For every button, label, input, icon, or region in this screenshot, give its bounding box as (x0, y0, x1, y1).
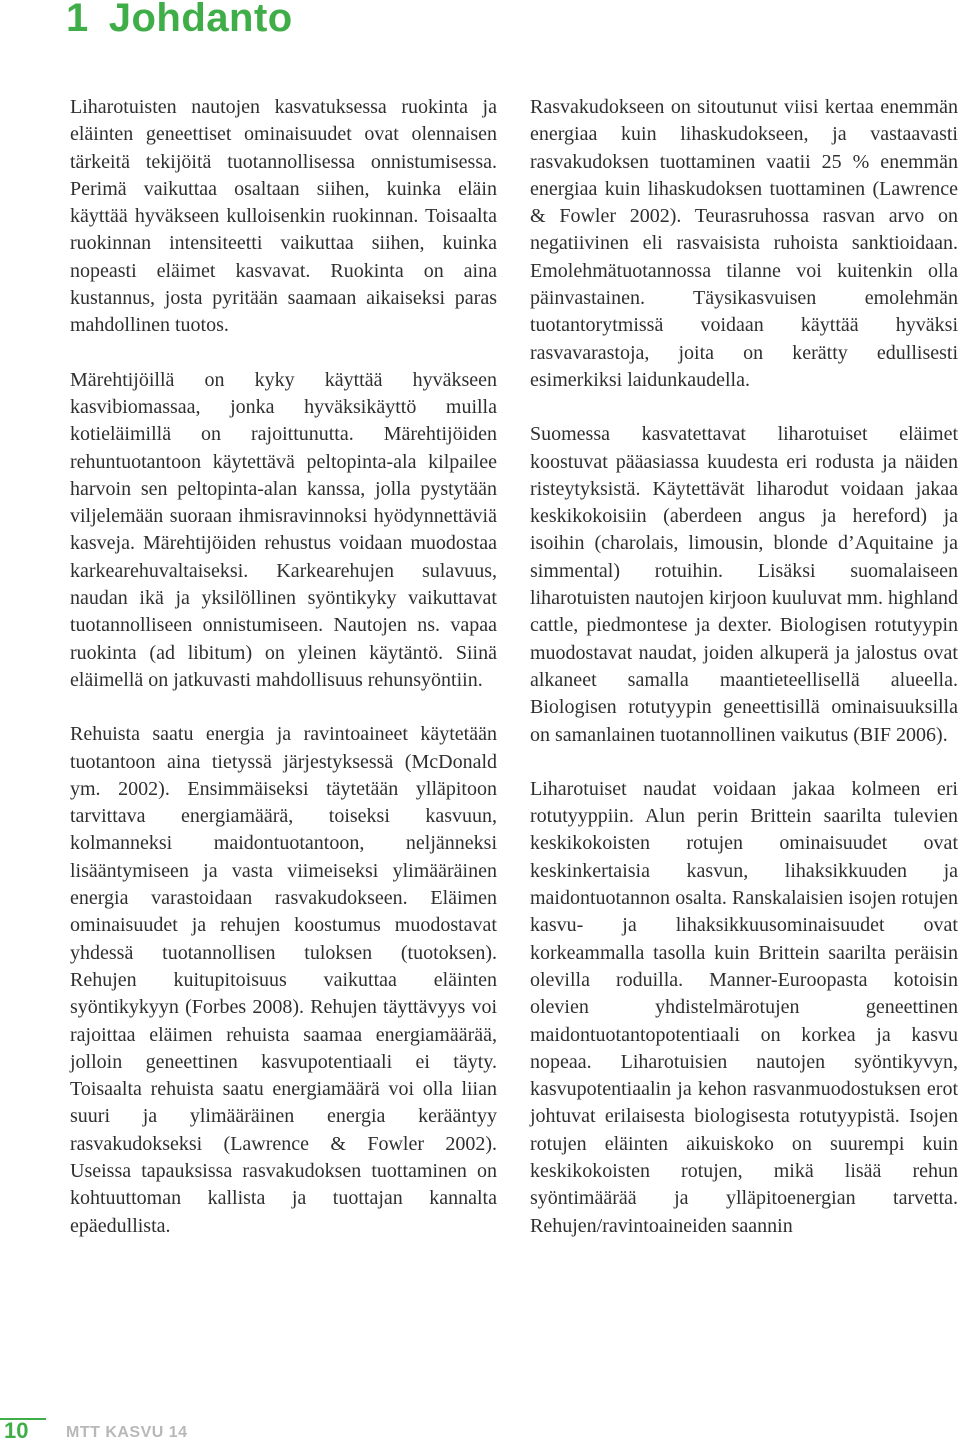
publication-name: MTT KASVU 14 (66, 1424, 188, 1441)
chapter-heading (66, 0, 293, 42)
paragraph: Liharotuisten nautojen kasvatuksessa ruokinta ja eläinten geneettiset ominaisuudet ovat olennaisen tärkeitä tekijöitä tuotannollisessa onnistumisessa. Perimä vaikuttaa osaltaan siihen, kuinka eläin käyttää hyväkseen kulloisenkin ruokinnan. Toisaalta ruokinnan intensiteetti vaikuttaa siihen, kuinka nopeasti eläimet kasvavat. Ruokinta on aina kustannus, josta pyritään saamaan aikaiseksi paras mahdollinen tuotos. (70, 96, 497, 337)
right-column (530, 94, 958, 1240)
paragraph: Rehuista saatu energia ja ravintoaineet käytetään tuotantoon aina tietyssä järjestyksessä (McDonald ym. 2002). Ensimmäiseksi täytetään ylläpitoon tarvittava energiamäärä, toiseksi kasvuun, kolmanneksi maidontuotantoon, neljänneksi lisääntymiseen ja vasta viimeiseksi ylimääräinen energia varastoidaan rasvakudokseen. Eläimen ominaisuudet ja rehujen koostumus muodostavat yhdessä tuotannollisen tuloksen (tuotoksen). Rehujen kuitupitoisuus vaikuttaa eläinten syöntikykyyn (Forbes 2008). Rehujen täyttävyys voi rajoittaa eläimen rehuista saamaa energiamäärää, jolloin geneettinen kasvupotentiaali ei täyty. Toisaalta rehuista saatu energiamäärä voi olla liian suuri ja ylimääräinen energia kerääntyy rasvakudokseksi (Lawrence & Fowler 2002). Useissa tapauksissa rasvakudoksen tuottaminen on kohtuuttoman kallista ja tuottajan kannalta epäedullista. (70, 723, 497, 1237)
paragraph: Liharotuiset naudat voidaan jakaa kolmeen eri rotutyyppiin. Alun perin Brittein saarilta tulevien keskikokoisten rotujen ominaisuudet ovat keskinkertaisia kasvun, lihaksikkuuden ja maidontuotannon osalta. Ranskalaisien isojen rotujen kasvu- ja lihaksikkuusominaisuudet ovat korkeammalla tasolla kuin Brittein saarilta peräisin olevilla roduilla. Manner-Euroopasta kotoisin olevien yhdistelmärotujen geneettinen maidontuotantopotentiaali on korkea ja kasvu nopeaa. Liharotuisien nautojen syöntikyvyn, kasvupotentiaalin ja kehon rasvanmuodostuksen erot johtuvat erilaisesta biologisesta rotutyypistä. Isojen rotujen eläinten aikuiskoko on suurempi kuin keskikokoisten rotujen, mikä lisää rehun syöntimäärää ja ylläpitoenergian tarvetta. Rehujen/ravintoaineiden saannin (530, 777, 958, 1237)
paragraph: Rasvakudokseen on sitoutunut viisi kertaa enemmän energiaa kuin lihaskudokseen, ja vastaavasti rasvakudoksen tuottaminen vaatii 25 % enemmän energiaa kuin lihaskudoksen tuottaminen (Lawrence & Fowler 2002). Teurasruhossa rasvan arvo on negatiivinen eli rasvaisista ruhoista sanktioidaan. Emolehmätuotannossa tilanne voi kuitenkin olla päinvastainen. Täysikasvuisen emolehmän tuotantorytmissä voidaan käyttää hyväksi rasvavarastoja, joita on kerätty edullisesti esimerkiksi laidunkaudella. (530, 96, 958, 391)
page-number: 10 (4, 1418, 29, 1443)
paragraph: Märehtijöillä on kyky käyttää hyväkseen kasvibiomassaa, jonka hyväksikäyttö muilla kotieläimillä on rajoittunutta. Märehtijöiden rehuntuotantoon käytettävä peltopinta-ala kilpailee harvoin sen peltopinta-alan kanssa, jolla pystytään viljelemään suoraan ihmisravinnoksi hyödynnettäviä kasveja. Märehtijöiden rehustus voidaan muodostaa karkearehuvaltaiseksi. Karkearehujen sulavuus, naudan ikä ja yksilöllinen syöntikyky vaikuttavat tuotannolliseen onnistumiseen. Nautojen ns. vapaa ruokinta (ad libitum) on yleinen käytäntö. Siinä eläimellä on jatkuvasti mahdollisuus rehunsyöntiin. (70, 368, 497, 691)
chapter-number: 1 (66, 0, 89, 40)
left-column (70, 94, 497, 1240)
paragraph: Suomessa kasvatettavat liharotuiset eläimet koostuvat pääasiassa kuudesta eri rodusta ja näiden risteytyksistä. Käytettävät liharodut voidaan jakaa keskikokoisiin (aberdeen angus ja hereford) ja isoihin (charolais, limousin, blonde d’Aquitaine ja simmental) rotuihin. Lisäksi suomalaiseen liharotuisten nautojen kirjoon kuuluvat mm. highland cattle, piedmontese ja dexter. Biologisen rotutyypin muodostavat naudat, joiden alkuperä ja jalostus ovat alkaneet samalla maantieteellisellä alueella. Biologisen rotutyypin geneettisillä ominaisuuksilla on samanlainen tuotannollinen vaikutus (BIF 2006). (530, 423, 958, 746)
chapter-title: Johdanto (108, 0, 293, 40)
